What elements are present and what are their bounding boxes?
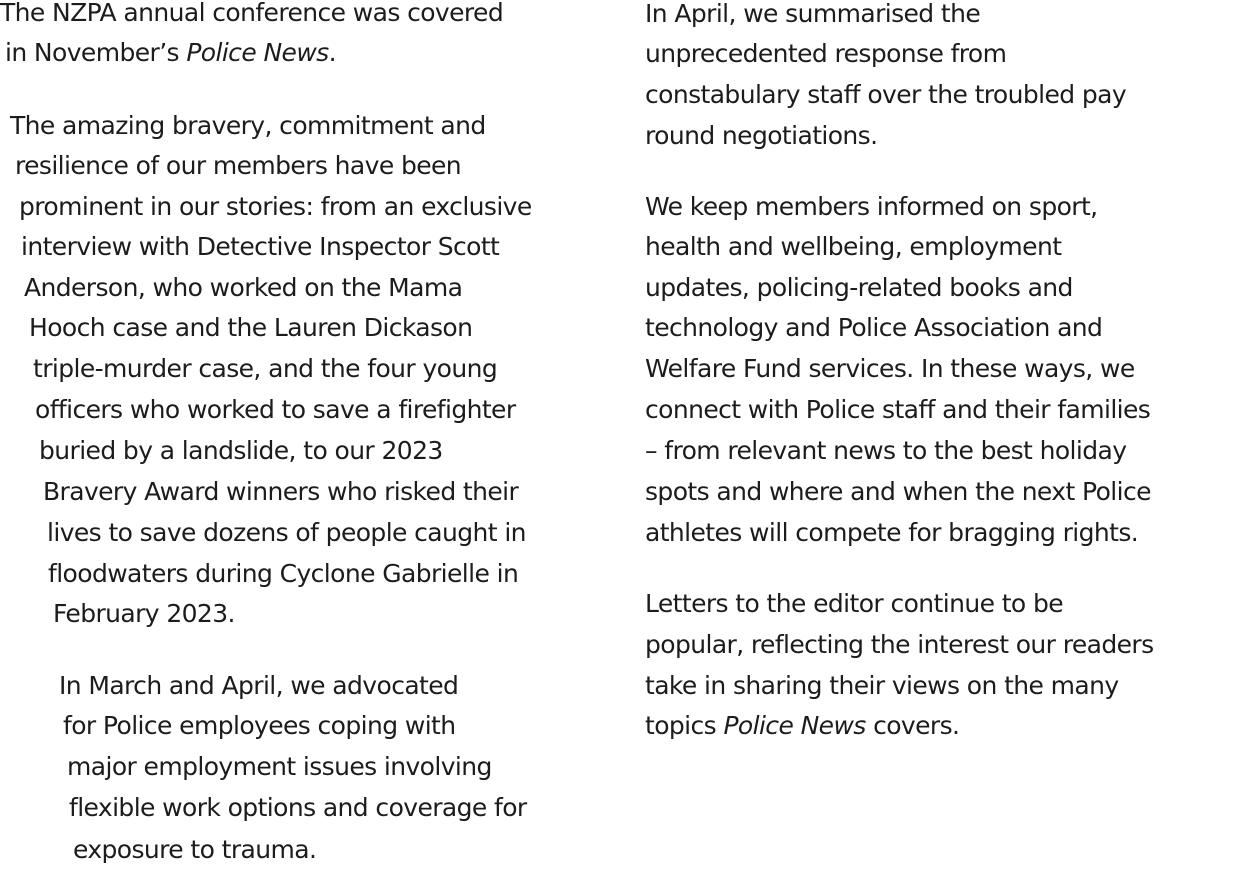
text-line: updates, policing-related books and: [645, 273, 1073, 302]
text-line: flexible work options and coverage for: [69, 793, 527, 822]
text-line: athletes will compete for bragging rights.: [645, 518, 1139, 547]
text-line: exposure to trauma.: [73, 835, 317, 864]
publication-title: Police News: [723, 711, 866, 740]
text-line: for Police employees coping with: [63, 711, 456, 740]
text-line: round negotiations.: [645, 121, 878, 150]
text-line: take in sharing their views on the many: [645, 671, 1119, 700]
text-line: The amazing bravery, commitment and: [10, 111, 486, 140]
text-span: .: [328, 38, 336, 67]
text-line: In March and April, we advocated: [59, 671, 459, 700]
text-line: major employment issues involving: [67, 752, 492, 781]
text-line: floodwaters during Cyclone Gabrielle in: [48, 559, 519, 588]
text-span: in November’s: [5, 38, 187, 67]
text-span: topics: [645, 711, 724, 740]
text-line: popular, reflecting the interest our readers: [645, 630, 1154, 659]
text-line: lives to save dozens of people caught in: [47, 518, 526, 547]
text-line: technology and Police Association and: [645, 313, 1103, 342]
publication-title: Police News: [186, 38, 329, 67]
text-line: In April, we summarised the: [645, 0, 981, 28]
text-line: Welfare Fund services. In these ways, we: [645, 354, 1135, 383]
text-line: health and wellbeing, employment: [645, 232, 1062, 261]
text-line: – from relevant news to the best holiday: [645, 436, 1127, 465]
text-line: prominent in our stories: from an exclusive: [19, 192, 532, 221]
text-line: Hooch case and the Lauren Dickason: [29, 313, 473, 342]
text-line: Letters to the editor continue to be: [645, 589, 1063, 618]
text-line: Anderson, who worked on the Mama: [24, 273, 463, 302]
text-line: resilience of our members have been: [15, 151, 462, 180]
text-line: interview with Detective Inspector Scott: [21, 232, 500, 261]
text-line: triple-murder case, and the four young: [33, 354, 498, 383]
text-line: unprecedented response from: [645, 39, 1007, 68]
text-line: officers who worked to save a firefighter: [35, 395, 516, 424]
text-line: connect with Police staff and their families: [645, 395, 1151, 424]
text-line: [5, 33, 336, 73]
text-line: We keep members informed on sport,: [645, 192, 1098, 221]
text-line: constabulary staff over the troubled pay: [645, 80, 1127, 109]
text-span: covers.: [865, 711, 960, 740]
text-line: February 2023.: [53, 599, 235, 628]
text-line: Bravery Award winners who risked their: [43, 477, 519, 506]
text-line: [645, 706, 959, 746]
text-line: The NZPA annual conference was covered: [0, 0, 504, 27]
text-line: buried by a landslide, to our 2023: [39, 436, 443, 465]
text-line: spots and where and when the next Police: [645, 477, 1151, 506]
